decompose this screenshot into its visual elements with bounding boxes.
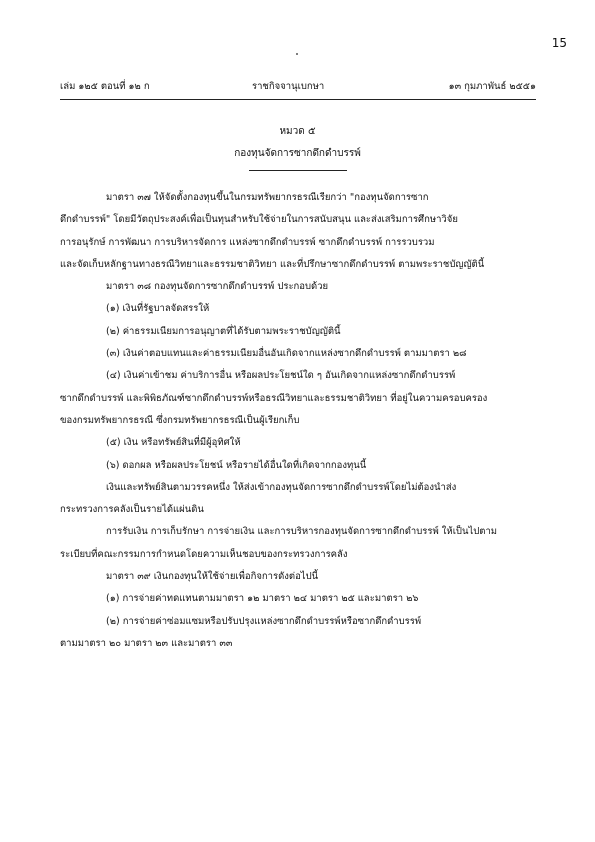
section-39-item: (๑) การจ่ายค่าทดแทนตามมาตรา ๑๒ มาตรา ๒๔ มาตรา ๒๕ และมาตรา ๒๖ (106, 593, 419, 605)
chapter-title: หมวด ๕ (279, 126, 316, 137)
section-39-item-cont: ตามมาตรา ๒๐ มาตรา ๒๓ และมาตรา ๓๓ (60, 637, 233, 649)
section-39-item: (๒) การจ่ายค่าซ่อมแซมหรือปรับปรุงแหล่งซากดึกดำบรรพ์หรือซากดึกดำบรรพ์ (106, 615, 422, 627)
gazette-header (60, 79, 536, 95)
section-38-item: (๒) ค่าธรรมเนียมการอนุญาตที่ได้รับตามพระราชบัญญัตินี้ (106, 325, 341, 337)
section-38-paragraph: เงินและทรัพย์สินตามวรรคหนึ่ง ให้ส่งเข้ากองทุนจัดการซากดึกดำบรรพ์โดยไม่ต้องนำส่ง (106, 481, 457, 493)
document-body (60, 187, 542, 655)
chapter-underline (249, 170, 347, 171)
section-38-paragraph: การรับเงิน การเก็บรักษา การจ่ายเงิน และการบริหารกองทุนจัดการซากดึกดำบรรพ์ ให้เป็นไปตาม (106, 526, 498, 538)
section-38-item-cont: ซากดึกดำบรรพ์ และพิพิธภัณฑ์ซากดึกดำบรรพ์หรือธรณีวิทยาและธรรมชาติวิทยา ที่อยู่ในความครอบครอง (60, 392, 488, 404)
section-38-paragraph: ระเบียบที่คณะกรรมการกำหนดโดยความเห็นชอบของกระทรวงการคลัง (60, 548, 348, 560)
page-number: 15 (551, 36, 567, 50)
section-38-item: (๕) เงิน หรือทรัพย์สินที่มีผู้อุทิศให้ (106, 437, 241, 449)
section-37-line: และจัดเก็บหลักฐานทางธรณีวิทยาและธรรมชาติวิทยา และที่ปรึกษาซากดึกดำบรรพ์ ตามพระราชบัญญัตินี้ (60, 258, 485, 270)
header-date: ๑๓ กุมภาพันธ์ ๒๕๕๑ (448, 81, 536, 92)
chapter-subtitle: กองทุนจัดการซากดึกดำบรรพ์ (234, 148, 361, 159)
header-rule (60, 99, 536, 100)
section-38-item: (๑) เงินที่รัฐบาลจัดสรรให้ (106, 303, 210, 315)
header-volume: เล่ม ๑๒๕ ตอนที่ ๑๒ ก (60, 81, 150, 92)
section-38-item: (๖) ดอกผล หรือผลประโยชน์ หรือรายได้อื่นใดที่เกิดจากกองทุนนี้ (106, 459, 367, 471)
section-37-line: การอนุรักษ์ การพัฒนา การบริหารจัดการ แหล่งซากดึกดำบรรพ์ ซากดึกดำบรรพ์ การรวบรวม (60, 236, 435, 248)
section-38-line: มาตรา ๓๘ กองทุนจัดการซากดึกดำบรรพ์ ประกอบด้วย (106, 281, 329, 293)
section-38-item: (๔) เงินค่าเข้าชม ค่าบริการอื่น หรือผลประโยชน์ใด ๆ อันเกิดจากแหล่งซากดึกดำบรรพ์ (106, 370, 456, 382)
scan-speck (296, 53, 298, 55)
section-38-paragraph: กระทรวงการคลังเป็นรายได้แผ่นดิน (60, 504, 204, 516)
section-39-line: มาตรา ๓๙ เงินกองทุนให้ใช้จ่ายเพื่อกิจการดังต่อไปนี้ (106, 571, 319, 583)
header-publication: ราชกิจจานุเบกษา (252, 81, 325, 92)
section-37-line: มาตรา ๓๗ ให้จัดตั้งกองทุนขึ้นในกรมทรัพยากรธรณีเรียกว่า "กองทุนจัดการซาก (106, 192, 429, 203)
section-38-item-cont: ของกรมทรัพยากรธรณี ซึ่งกรมทรัพยากรธรณีเป็นผู้เรียกเก็บ (60, 414, 300, 426)
section-38-item: (๓) เงินค่าตอบแทนและค่าธรรมเนียมอื่นอันเกิดจากแหล่งซากดึกดำบรรพ์ ตามมาตรา ๒๘ (106, 348, 467, 360)
section-37-line: ดึกดำบรรพ์" โดยมีวัตถุประสงค์เพื่อเป็นทุนสำหรับใช้จ่ายในการสนับสนุน และส่งเสริมการศึกษาวิจัย (60, 214, 458, 226)
